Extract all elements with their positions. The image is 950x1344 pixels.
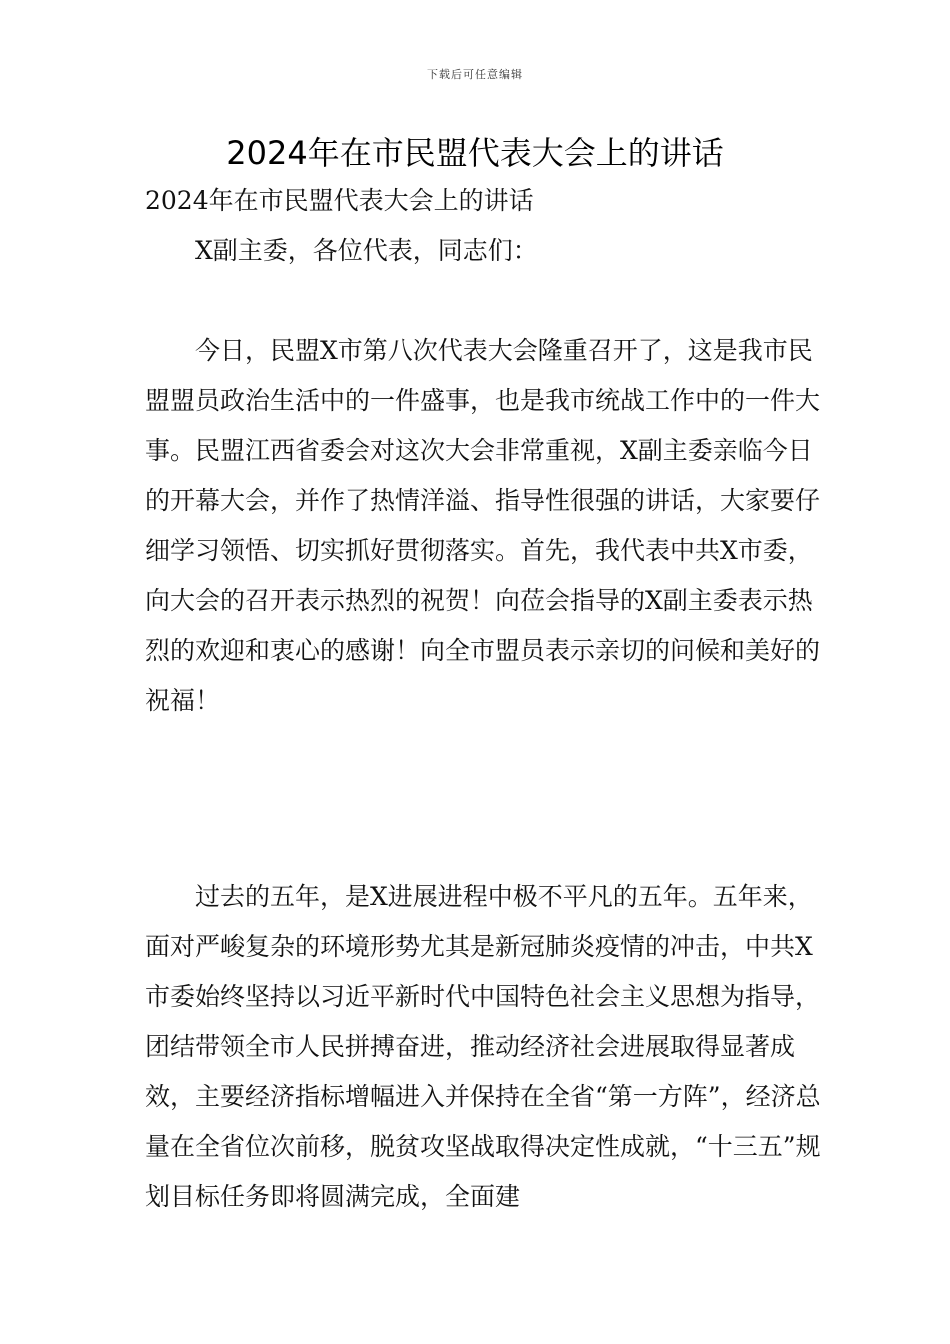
- header-note: 下载后可任意编辑: [427, 68, 523, 81]
- paragraph-review: 过去的五年，是X进展进程中极不平凡的五年。五年来，面对严峻复杂的环境形势尤其是新冠肺炎疫情的冲击，中共X市委始终坚持以习近平新时代中国特色社会主义思想为指导，团结带领全市人民拼搏奋进，推动经济社会进展取得显著成效，主要经济指标增幅进入并保持在全省“第一方阵”，经济总量在全省位次前移，脱贫攻坚战取得决定性成就，“十三五”规划目标任务即将圆满完成，全面建: [145, 882, 821, 1211]
- greeting: X副主委，各位代表，同志们：: [195, 236, 538, 265]
- paragraph-opening: 今日，民盟X市第八次代表大会隆重召开了，这是我市民盟盟员政治生活中的一件盛事，也是我市统战工作中的一件大事。民盟江西省委会对这次大会非常重视，X副主委亲临今日的开幕大会，并作了热情洋溢、指导性很强的讲话，大家要仔细学习领悟、切实抓好贯彻落实。首先，我代表中共X市委，向大会的召开表示热烈的祝贺！向莅会指导的X副主委表示热烈的欢迎和衷心的感谢！向全市盟员表示亲切的问候和美好的祝福！: [145, 336, 821, 715]
- document-subtitle: 2024年在市民盟代表大会上的讲话: [145, 186, 534, 215]
- document-title: 2024年在市民盟代表大会上的讲话: [226, 134, 724, 172]
